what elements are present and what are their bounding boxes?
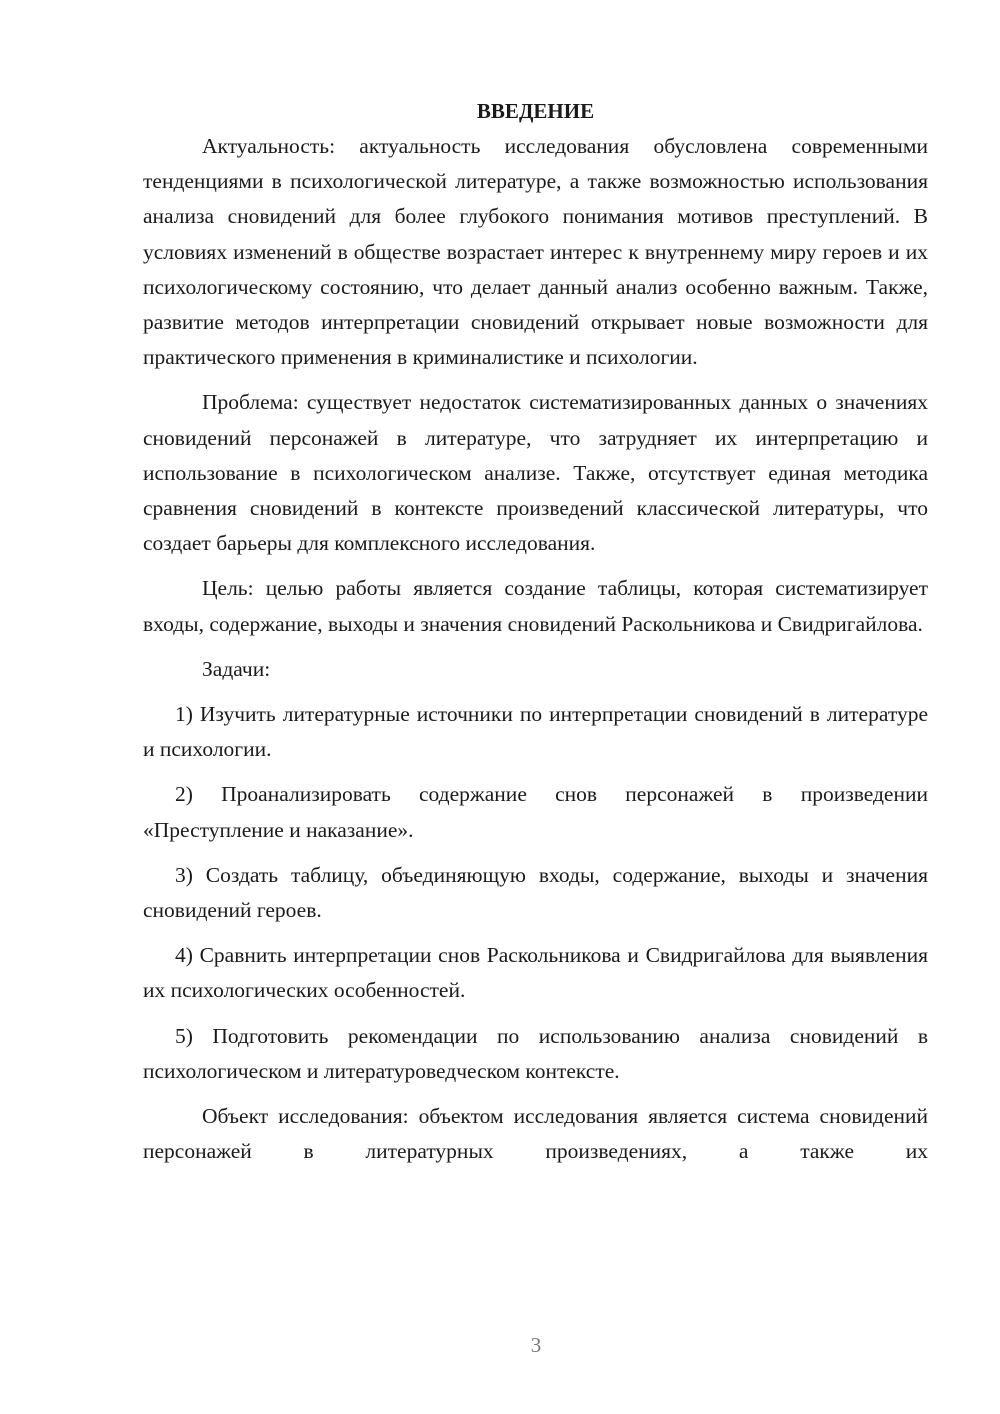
task-item-2: 2) Проанализировать содержание снов персонажей в произведении «Преступление и наказание». <box>143 782 928 842</box>
section-title: ВВЕДЕНИЕ <box>476 99 595 123</box>
task-item-4: 4) Сравнить интерпретации снов Раскольникова и Свидригайлова для выявления их психологических особенностей. <box>143 943 928 1003</box>
paragraph-object: Объект исследования: объектом исследования является система сновидений персонажей в литературных произведениях, а также их <box>143 1104 928 1164</box>
page-number: 3 <box>530 1333 542 1357</box>
paragraph-relevance: Актуальность: актуальность исследования обусловлена современными тенденциями в психологической литературе, а также возможностью использования анализа сновидений для более глубокого понимания мотивов преступлений. В условиях изменений в обществе возрастает интерес к внутреннему миру героев и их психологическому состоянию, что делает данный анализ особенно важным. Также, развитие методов интерпретации сновидений открывает новые возможности для практического применения в криминалистике и психологии. <box>143 134 928 370</box>
task-item-5: 5) Подготовить рекомендации по использованию анализа сновидений в психологическом и литературоведческом контексте. <box>143 1023 928 1083</box>
tasks-heading: Задачи: <box>202 656 271 681</box>
page-content <box>143 94 928 1169</box>
paragraph-goal: Цель: целью работы является создание таблицы, которая систематизирует входы, содержание, выходы и значения сновидений Раскольникова и Свидригайлова. <box>143 576 928 636</box>
paragraph-problem: Проблема: существует недостаток систематизированных данных о значениях сновидений персонажей в литературе, что затрудняет их интерпретацию и использование в психологическом анализе. Также, отсутствует единая методика сравнения сновидений в контексте произведений классической литературы, что создает барьеры для комплексного исследования. <box>143 390 928 556</box>
task-item-1: 1) Изучить литературные источники по интерпретации сновидений в литературе и психологии. <box>143 702 928 762</box>
task-item-3: 3) Создать таблицу, объединяющую входы, содержание, выходы и значения сновидений героев. <box>143 862 928 923</box>
